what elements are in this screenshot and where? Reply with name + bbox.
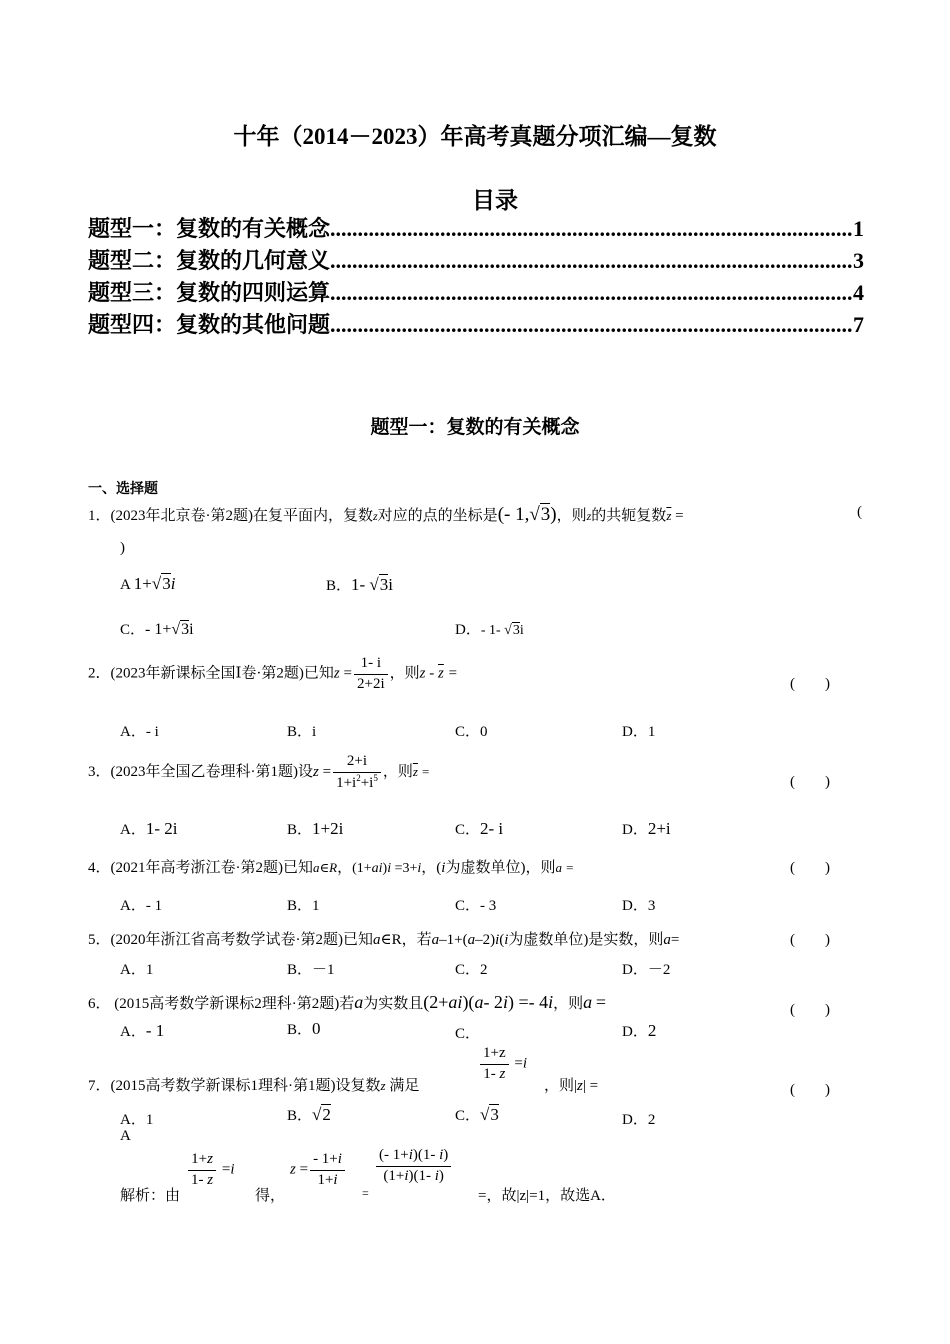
question-text: 为实数且 <box>363 996 424 1012</box>
math-fraction: $\frac{(- 1+i)(1- i)}{(1+i)(1- i)}$ <box>374 1146 453 1186</box>
math-equals: = <box>675 508 684 524</box>
toc-entry-label: 题型四：复数的其他问题 <box>88 312 331 337</box>
option-c[interactable] <box>455 720 488 741</box>
document-title: 十年（2014－2023）年高考真题分项汇编—复数 <box>233 124 717 149</box>
subsection-title: 一、选择题 <box>88 482 158 497</box>
option-value: √2 <box>312 1105 331 1124</box>
option-label: C． <box>455 898 481 914</box>
option-d[interactable] <box>622 1020 656 1041</box>
math-expression: z - $\overline{z}$ = <box>419 665 458 682</box>
toc-entry-label: 题型二：复数的几何意义 <box>88 248 331 273</box>
option-value: 1- √3i <box>351 575 393 594</box>
option-c[interactable] <box>455 894 496 915</box>
question-text: 7．(2015高考数学新课标1理科·第1题)设复数 <box>88 1078 381 1094</box>
question-text: 6． (2015高考数学新课标2理科·第2题)若 <box>88 996 355 1012</box>
option-d[interactable] <box>622 1108 655 1129</box>
question-text: –1+( <box>439 932 468 948</box>
question-text: 为虚数单位)是实数，则 <box>508 932 664 948</box>
option-a[interactable] <box>120 894 162 915</box>
option-label: A． <box>120 1112 146 1128</box>
answer-paren: ( ) <box>790 774 830 790</box>
answer-paren: ( ) <box>790 932 830 948</box>
option-value: 1- 2i <box>145 819 178 838</box>
math-expression: a <box>583 992 593 1012</box>
option-value: - 1 <box>145 898 163 914</box>
math-z: z <box>333 665 340 682</box>
option-value: 2- i <box>480 819 504 838</box>
solution-conclusion: =，故|z|=1，故选A． <box>478 1188 616 1204</box>
option-c[interactable] <box>455 1022 480 1043</box>
solution-prefix: 解析：由 <box>120 1188 181 1204</box>
question-text: 3．(2023年全国乙卷理科·第1题)设 <box>88 763 313 780</box>
answer-paren-close: ) <box>120 540 125 556</box>
option-value: - 3 <box>480 898 497 914</box>
option-value: －2 <box>647 962 671 978</box>
option-c[interactable] <box>455 1104 499 1125</box>
option-b[interactable] <box>326 574 393 595</box>
question-text: 为虚数单位)，则 <box>445 860 556 876</box>
question-1-stem <box>88 504 684 526</box>
math-a: a <box>431 932 440 948</box>
option-label: C． <box>455 1108 481 1124</box>
question-text: ， <box>337 860 353 876</box>
question-text: ，则 <box>553 996 584 1012</box>
question-text: ，则 <box>556 508 587 524</box>
option-label: A． <box>120 822 146 838</box>
math-modulus: |z| = <box>574 1078 599 1094</box>
toc-entry-label: 题型三：复数的四则运算 <box>88 280 331 305</box>
math-fraction: z = $\frac{- 1+i}{1+i}$ <box>290 1150 347 1190</box>
option-c[interactable] <box>455 958 488 979</box>
answer-paren: ( ) <box>790 1002 830 1018</box>
option-label: B． <box>326 578 352 594</box>
option-label: B． <box>287 962 313 978</box>
math-i: i <box>504 932 509 948</box>
option-value: - i <box>145 724 159 740</box>
option-label: D． <box>622 1024 648 1040</box>
option-label: D． <box>622 962 648 978</box>
answer-paren-open: ( <box>857 504 862 520</box>
option-value: 1 <box>647 724 656 740</box>
answer-paren: ( ) <box>790 676 830 692</box>
option-b[interactable] <box>287 1104 331 1125</box>
toc-entry-page: 1 <box>853 216 864 241</box>
option-label: A． <box>120 724 146 740</box>
option-label: C． <box>455 1026 481 1042</box>
question-text: 4．(2021年高考浙江卷·第2题)已知 <box>88 860 313 876</box>
toc-entry[interactable] <box>88 308 864 338</box>
math-fraction: $\frac{1+z}{1- z}$ =i <box>186 1150 234 1190</box>
math-equals: = <box>362 1186 369 1200</box>
toc-entry[interactable] <box>88 244 864 274</box>
option-a[interactable] <box>120 958 153 979</box>
option-value: 2+i <box>647 819 671 838</box>
math-expression: $\overline{z}$ = <box>412 763 430 779</box>
toc-leader-dots <box>330 280 853 306</box>
option-value: 2 <box>480 962 488 978</box>
question-4-stem <box>88 856 574 877</box>
option-label: D． <box>622 1112 648 1128</box>
option-value: 0 <box>312 1019 321 1038</box>
math-z: z <box>313 763 319 780</box>
answer-paren: ( ) <box>790 860 830 876</box>
math-point: (- 1,√3) <box>497 504 557 525</box>
question-text: 2．(2023年新课标全国Ⅰ卷·第2题)已知 <box>88 665 334 682</box>
option-d[interactable] <box>622 958 670 979</box>
question-text: 5．(2020年浙江省高考数学试卷·第2题)已知 <box>88 932 373 948</box>
option-value: i <box>312 724 317 740</box>
option-d[interactable] <box>622 720 655 741</box>
option-label: C． <box>455 962 481 978</box>
option-value: - 1 <box>145 1021 165 1040</box>
option-d[interactable] <box>455 618 524 639</box>
option-a[interactable] <box>120 818 177 839</box>
math-z: z <box>373 509 378 523</box>
toc-leader-dots <box>330 216 853 242</box>
math-a: a <box>663 932 671 948</box>
question-text: ( <box>499 932 505 948</box>
math-i: i <box>441 860 446 876</box>
math-equals: = <box>670 932 680 948</box>
toc-leader-dots <box>330 312 853 338</box>
question-6-stem <box>88 992 606 1013</box>
option-label: C． <box>455 724 481 740</box>
math-z-conjugate: $\overline{z}$ <box>666 508 672 523</box>
option-value: - 1+√3i <box>145 621 194 638</box>
option-label: D． <box>455 622 481 638</box>
option-label: B． <box>287 1022 313 1038</box>
toc-entry-page: 7 <box>853 312 864 337</box>
option-b[interactable] <box>287 958 335 979</box>
option-value: 3 <box>647 898 656 914</box>
math-equation: (2+ai)(a- 2i) =- 4i <box>423 992 554 1012</box>
math-z: z <box>586 509 592 523</box>
question-2-stem: 2．(2023年新课标全国Ⅰ卷·第2题)已知z = $\frac{1- i}{2+2i}$ ，则z - $\overline{z}$ = <box>88 654 458 694</box>
math-fraction: $\frac{1- i}{2+2i}$ <box>354 654 388 694</box>
option-value: 1+√3i <box>133 574 176 593</box>
option-label: B． <box>287 898 313 914</box>
math-z: z <box>380 1078 386 1093</box>
question-text: 满足 <box>389 1078 420 1094</box>
option-value: 0 <box>480 724 488 740</box>
option-value: 1 <box>312 898 320 914</box>
question-text: ∈R，若 <box>380 932 432 948</box>
option-label: A． <box>120 898 146 914</box>
option-value: －1 <box>312 962 335 978</box>
question-text: 对应的点的坐标是 <box>377 508 498 524</box>
option-label: A <box>120 577 131 593</box>
math-a-in-r: a∈R <box>313 860 338 875</box>
math-expression: a = <box>555 860 574 875</box>
option-value: 1 <box>145 1112 154 1128</box>
math-fraction: $\frac{2+i}{1+i^2+i^5}$ <box>333 752 381 793</box>
question-5-stem <box>88 928 679 949</box>
math-a: a <box>354 992 364 1012</box>
option-value: 1 <box>145 962 154 978</box>
math-a: a <box>373 932 381 948</box>
option-a[interactable] <box>120 1108 153 1129</box>
solution-text: 得， <box>255 1188 286 1204</box>
option-label: C． <box>455 822 481 838</box>
answer-paren: ( ) <box>790 1082 830 1098</box>
option-value: - 1- √3i <box>480 623 524 638</box>
option-a[interactable] <box>120 1020 164 1041</box>
option-c[interactable] <box>120 618 194 639</box>
question-text: 1．(2023年北京卷·第2题)在复平面内，复数 <box>88 508 373 524</box>
option-b[interactable] <box>287 1018 321 1039</box>
option-label: D． <box>622 724 648 740</box>
option-b[interactable] <box>287 818 343 839</box>
question-3-stem: 3．(2023年全国乙卷理科·第1题)设z = $\frac{2+i}{1+i^2+i^5}$ ，则$\overline{z}$ = <box>88 752 430 793</box>
option-value: 2 <box>647 1021 657 1040</box>
answer-key: A <box>120 1128 131 1144</box>
math-equals: = <box>595 992 607 1012</box>
question-text: –2) <box>475 932 496 948</box>
option-label: D． <box>622 898 648 914</box>
toc-entry[interactable] <box>88 212 864 242</box>
math-a: a <box>467 932 476 948</box>
option-label: D． <box>622 822 648 838</box>
section-title: 题型一：复数的有关概念 <box>370 417 580 438</box>
option-b[interactable] <box>287 720 316 741</box>
toc-heading: 目录 <box>472 188 518 213</box>
option-d[interactable] <box>622 818 671 839</box>
math-equation: (1+ai)i =3+i <box>352 861 422 876</box>
option-c[interactable] <box>455 818 503 839</box>
toc-entry-page: 4 <box>853 280 864 305</box>
option-label: C． <box>120 622 146 638</box>
toc-entry[interactable] <box>88 276 864 306</box>
math-fraction: $\frac{1+z}{1- z}$ =i <box>478 1044 527 1084</box>
option-d[interactable] <box>622 894 655 915</box>
question-text: ，则 <box>389 665 420 682</box>
question-text: ，则 <box>382 763 413 780</box>
option-label: B． <box>287 724 313 740</box>
option-value: √3 <box>480 1105 499 1124</box>
option-a[interactable] <box>120 574 175 594</box>
option-label: B． <box>287 1108 313 1124</box>
math-i: i <box>495 932 500 948</box>
option-label: A． <box>120 962 146 978</box>
option-a[interactable] <box>120 720 159 741</box>
question-7-stem-end <box>544 1074 598 1095</box>
option-value: 2 <box>647 1112 656 1128</box>
question-7-stem <box>88 1074 419 1095</box>
question-text: ，( <box>421 860 442 876</box>
option-label: B． <box>287 822 313 838</box>
toc-leader-dots <box>330 248 853 274</box>
option-label: A． <box>120 1024 146 1040</box>
option-value: 1+2i <box>312 819 344 838</box>
toc-entry-label: 题型一：复数的有关概念 <box>88 216 331 241</box>
question-text: 的共轭复数 <box>591 508 667 524</box>
toc-entry-page: 3 <box>853 248 864 273</box>
question-text: ，则 <box>544 1078 575 1094</box>
option-b[interactable] <box>287 894 320 915</box>
